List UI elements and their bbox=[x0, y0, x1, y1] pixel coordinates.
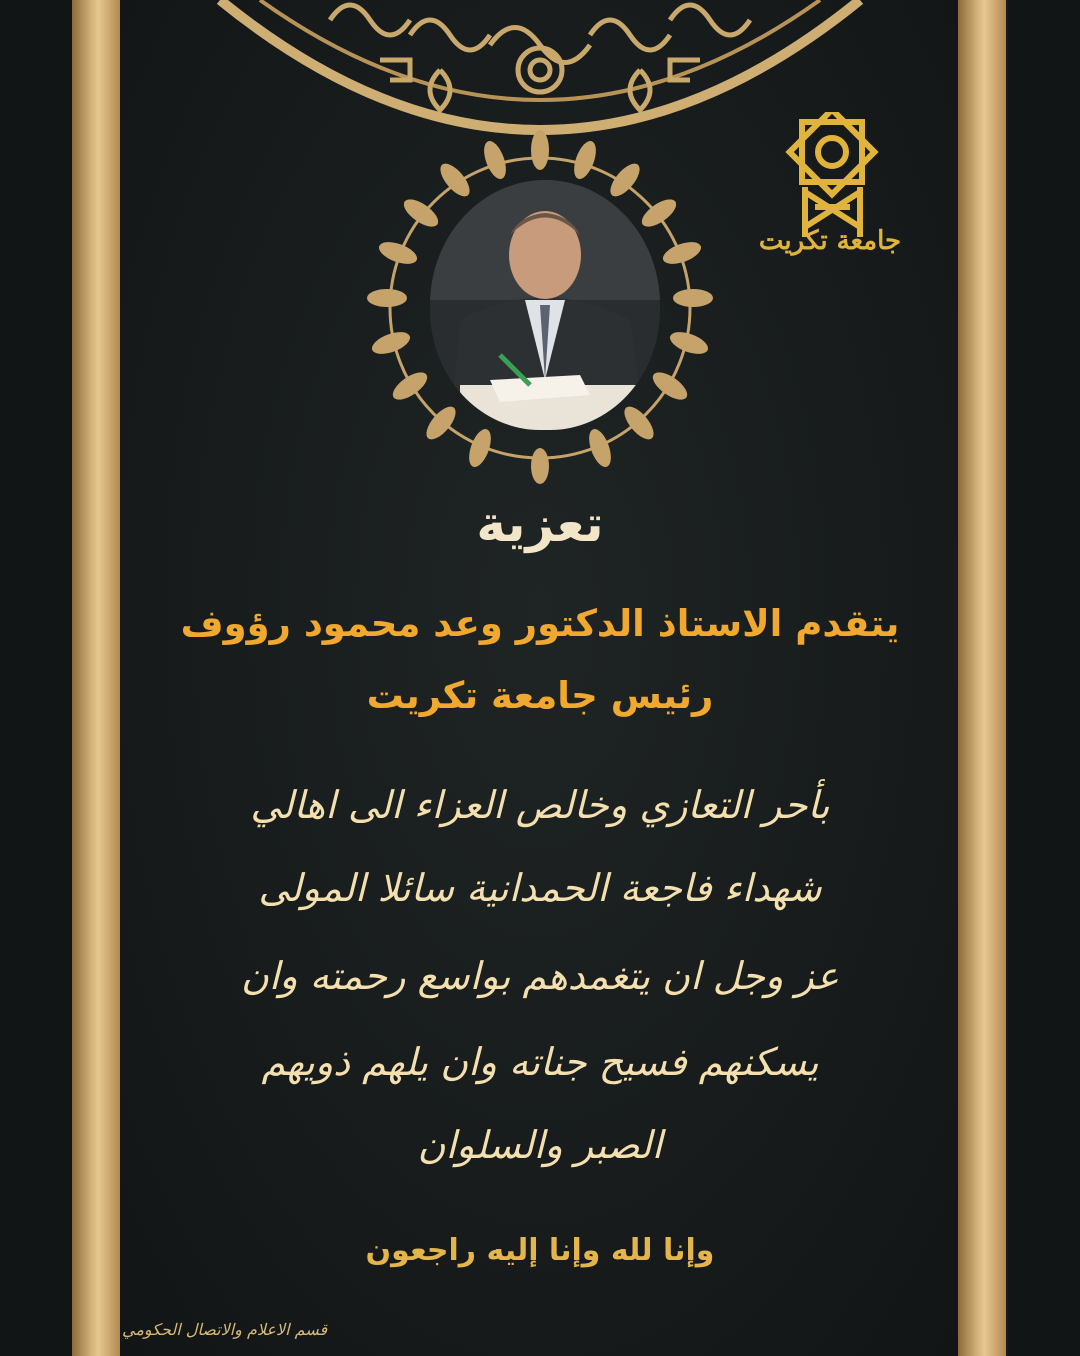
sender-role: رئيس جامعة تكريت bbox=[366, 674, 714, 717]
left-edge bbox=[0, 0, 72, 1356]
footer-credit: قسم الاعلام والاتصال الحكومي bbox=[122, 1320, 328, 1339]
card-title: تعزية bbox=[476, 495, 604, 553]
portrait-photo bbox=[430, 180, 660, 430]
message-line: عز وجل ان يتغمدهم بواسع رحمته وان bbox=[240, 954, 840, 998]
message-line: شهداء فاجعة الحمدانية سائلا المولى bbox=[258, 866, 822, 910]
right-edge bbox=[1008, 0, 1080, 1356]
sender-line: يتقدم الاستاذ الدكتور وعد محمود رؤوف bbox=[180, 602, 900, 645]
message-line: الصبر والسلوان bbox=[417, 1123, 663, 1167]
message-line: بأحر التعازي وخالص العزاء الى اهالي bbox=[250, 783, 830, 827]
left-gold-border bbox=[72, 0, 120, 1356]
university-logo-text: جامعة تكريت bbox=[758, 226, 902, 256]
closing-verse: وإنا لله وإنا إليه راجعون bbox=[365, 1233, 715, 1268]
right-gold-border bbox=[958, 0, 1006, 1356]
message-line: يسكنهم فسيح جناته وان يلهم ذويهم bbox=[261, 1040, 819, 1084]
